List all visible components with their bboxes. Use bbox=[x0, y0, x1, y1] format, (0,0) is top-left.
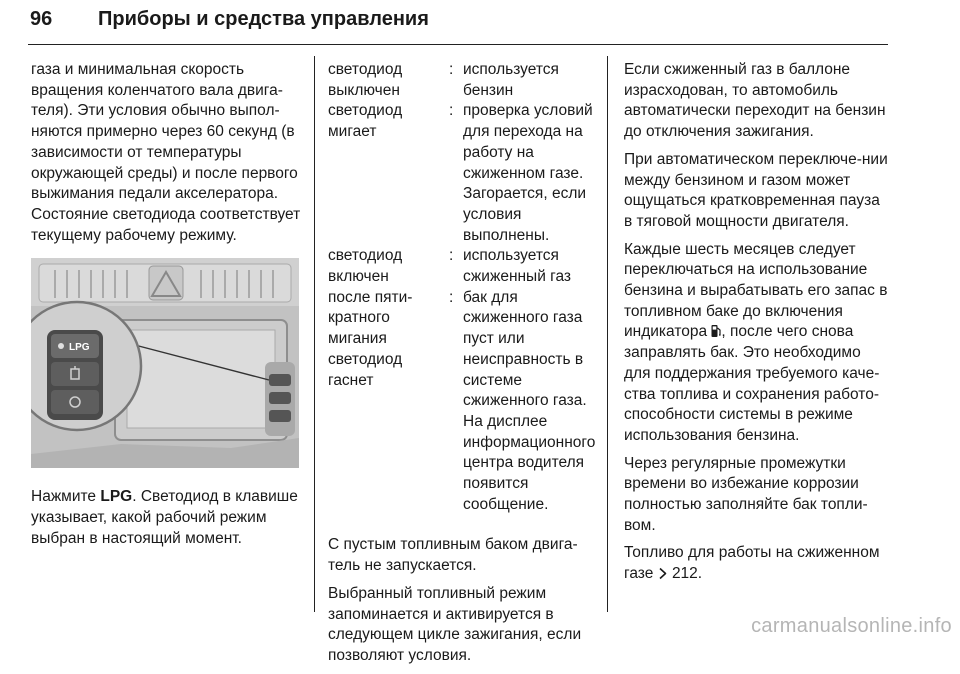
watermark: carmanualsonline.info bbox=[751, 615, 952, 637]
lpg-button-illustration bbox=[31, 258, 299, 468]
led-state-term: после пяти-кратного мигания светодиод гаснет bbox=[328, 288, 413, 389]
led-state-row bbox=[328, 246, 596, 287]
led-state-term: светодиод включен bbox=[328, 247, 403, 286]
lpg-fuel-reference-paragraph bbox=[624, 543, 890, 584]
colon: : bbox=[449, 102, 454, 120]
led-state-row bbox=[328, 288, 596, 516]
press-lpg-text-post: . Светодиод в клавише указывает, какой рабочий режим выбран в настоящий момент. bbox=[31, 488, 298, 547]
column-divider-2 bbox=[607, 56, 608, 612]
empty-tank-paragraph: С пустым топливным баком двига-тель не запускается. bbox=[328, 536, 578, 575]
lpg-keyword: LPG bbox=[100, 488, 133, 506]
lpg-button-label: LPG bbox=[69, 342, 90, 354]
lpg-fuel-text: Топливо для работы на сжиженном газе bbox=[624, 544, 880, 583]
six-months-text-pre: Каждые шесть месяцев следует переключаться на использование бензина и вырабатывать его запас в топливном баке до включения индикатора bbox=[624, 240, 888, 341]
column-3 bbox=[624, 60, 890, 592]
six-months-paragraph bbox=[624, 240, 890, 447]
header-rule bbox=[28, 44, 888, 45]
led-state-row bbox=[328, 60, 596, 101]
page-reference-icon[interactable] bbox=[658, 567, 668, 580]
led-state-description: бак для сжиженного газа пуст или неисправность в системе сжиженного газа. На дисплее информационного центра водителя появится сообщение. bbox=[463, 288, 596, 513]
colon: : bbox=[449, 247, 454, 265]
led-state-description: используется бензин bbox=[463, 61, 559, 99]
press-lpg-paragraph bbox=[31, 487, 301, 549]
led-state-term: светодиод выключен bbox=[328, 61, 403, 99]
page-number: 96 bbox=[30, 8, 53, 30]
intro-paragraph: газа и минимальная скорость вращения коленчатого вала двига-теля). Эти условия обычно выпол-няются примерно через 60 секунд (в зависимости от температуры окружающей среды) и после первого выжимания педали акселератора. Состояние светодиода соответствует текущему рабочему режиму. bbox=[31, 61, 301, 244]
page-reference-link[interactable]: 212. bbox=[671, 565, 703, 583]
page-header bbox=[30, 8, 429, 31]
led-state-list bbox=[328, 60, 596, 515]
press-lpg-text-pre: Нажмите bbox=[31, 488, 101, 506]
led-state-row bbox=[328, 101, 596, 246]
column-2 bbox=[328, 60, 596, 674]
corrosion-paragraph: Через регулярные промежутки времени во избежание коррозии полностью заполняйте бак топли-вом. bbox=[624, 454, 868, 534]
column-divider-1 bbox=[314, 56, 315, 612]
led-state-term: светодиод мигает bbox=[328, 102, 403, 141]
auto-switch-paragraph: При автоматическом переключе-нии между бензином и газом может ощущаться кратковременная пауза в тяговой мощности двигателя. bbox=[624, 150, 888, 230]
mode-memory-paragraph: Выбранный топливный режим запоминается и активируется в следующем цикле зажигания, если позволяют условия. bbox=[328, 584, 582, 664]
led-state-description: проверка условий для перехода на работу на сжиженном газе. Загорается, если условия выполнены. bbox=[463, 102, 593, 244]
led-state-description: используется сжиженный газ bbox=[463, 247, 572, 286]
gas-depleted-paragraph: Если сжиженный газ в баллоне израсходован, то автомобиль автоматически переходит на бензин до отключения зажигания. bbox=[624, 61, 886, 141]
column-1 bbox=[31, 60, 301, 556]
page-title: Приборы и средства управления bbox=[98, 8, 429, 30]
colon: : bbox=[449, 288, 454, 306]
fuel-pump-icon bbox=[711, 324, 721, 338]
six-months-text-post: , после чего снова заправлять бак. Это необходимо для поддержания требуемого каче-ства топлива и сохранения работо-способности системы в режиме использования бензина. bbox=[624, 323, 880, 444]
colon: : bbox=[449, 61, 454, 78]
